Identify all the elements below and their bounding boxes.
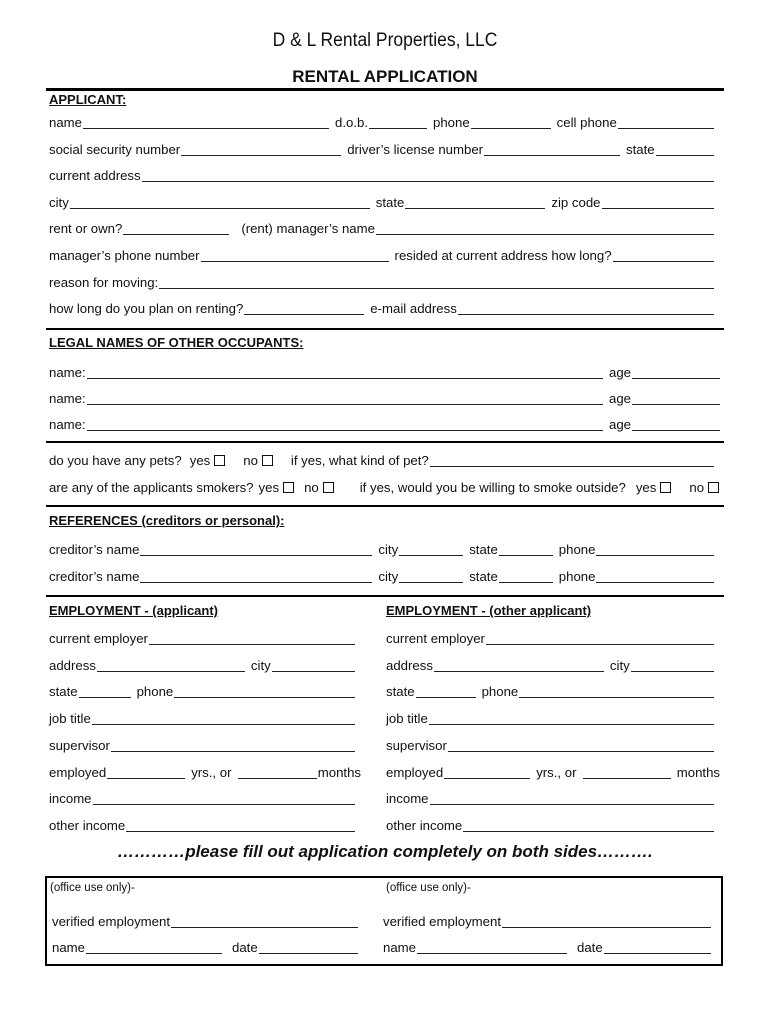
office-right-name-label: name [383, 940, 416, 955]
outside-no-label: no [689, 480, 705, 495]
emp-a-employer-field[interactable] [149, 630, 355, 645]
emp-b-city-label: city [609, 658, 630, 673]
employment-applicant-heading: EMPLOYMENT - (applicant) [49, 603, 218, 618]
emp-a-months-label: months [317, 765, 361, 780]
phone-label: phone [433, 115, 470, 130]
emp-a-employed-row [49, 762, 361, 781]
applicant-row-name [49, 112, 720, 131]
creditor-city-label: city [378, 569, 399, 584]
emp-b-employer-field[interactable] [486, 630, 714, 645]
emp-b-city-field[interactable] [631, 657, 714, 672]
emp-a-job-row [49, 708, 361, 727]
emp-b-employed-row [386, 762, 720, 781]
current-address-field[interactable] [142, 167, 714, 182]
emp-a-employer-row [49, 628, 361, 647]
emp-a-employed-label: employed [49, 765, 107, 780]
outside-yes-label: yes [635, 480, 657, 495]
emp-b-state-row [386, 681, 720, 700]
office-right-date-label: date [577, 940, 603, 955]
emp-b-supervisor-row [386, 735, 720, 754]
emp-b-job-field[interactable] [429, 710, 714, 725]
emp-b-job-row [386, 708, 720, 727]
current-address-label: current address [49, 168, 141, 183]
creditor-name-label: creditor’s name [49, 569, 140, 584]
emp-b-other-income-label: other income [386, 818, 463, 833]
office-use-label-right: (office use only)- [386, 882, 471, 894]
ssn-field[interactable] [181, 141, 341, 156]
dob-field[interactable] [369, 114, 427, 129]
emp-b-address-row [386, 655, 720, 674]
emp-b-other-income-field[interactable] [463, 817, 714, 832]
creditor-city-field[interactable] [399, 541, 463, 556]
office-left-date-label: date [232, 940, 258, 955]
outside-yes-checkbox[interactable] [660, 482, 671, 493]
emp-a-months-field[interactable] [238, 764, 316, 779]
section-rule-employment [46, 595, 724, 597]
zip-label: zip code [551, 195, 601, 210]
pets-yes-checkbox[interactable] [214, 455, 225, 466]
resided-field[interactable] [613, 247, 714, 262]
emp-a-address-field[interactable] [97, 657, 245, 672]
occupants-heading: LEGAL NAMES OF OTHER OCCUPANTS: [49, 335, 304, 350]
office-left-verified-row [52, 911, 364, 930]
emp-a-years-field[interactable] [107, 764, 185, 779]
pets-no-label: no [243, 453, 258, 468]
cell-phone-label: cell phone [556, 115, 617, 130]
applicant-row-manager-phone [49, 245, 720, 264]
emp-a-state-label: state [49, 684, 78, 699]
resided-label: resided at current address how long? [394, 248, 612, 263]
applicant-row-address [49, 165, 720, 184]
creditor-phone-label: phone [558, 569, 596, 584]
name-field[interactable] [83, 114, 329, 129]
pets-no-checkbox[interactable] [262, 455, 273, 466]
occupant-row-3 [49, 414, 720, 433]
manager-phone-field[interactable] [201, 247, 389, 262]
emp-b-address-field[interactable] [434, 657, 604, 672]
name-label: name [49, 115, 82, 130]
office-left-name-field[interactable] [86, 939, 222, 954]
applicant-row-reason [49, 272, 720, 291]
emp-b-employed-label: employed [386, 765, 444, 780]
emp-b-phone-label: phone [481, 684, 519, 699]
creditor-phone-field[interactable] [596, 541, 714, 556]
creditor-name-label: creditor’s name [49, 542, 140, 557]
creditor-state-label: state [469, 542, 498, 557]
creditor-city-field[interactable] [399, 568, 463, 583]
emp-b-months-field[interactable] [583, 764, 670, 779]
reference-row-1 [49, 539, 720, 558]
occupant-age-label: age [608, 391, 631, 406]
reason-field[interactable] [159, 274, 714, 289]
completion-note: …………please fill out application completely on both sides………. [117, 842, 653, 861]
creditor-phone-field[interactable] [596, 568, 714, 583]
phone-field[interactable] [471, 114, 551, 129]
section-rule-occupants [46, 328, 724, 330]
emp-b-income-label: income [386, 791, 429, 806]
emp-b-state-field[interactable] [416, 683, 476, 698]
emp-b-other-income-row [386, 815, 720, 834]
dob-label: d.o.b. [335, 115, 368, 130]
emp-a-phone-field[interactable] [174, 683, 355, 698]
emp-b-state-label: state [386, 684, 415, 699]
creditor-state-field[interactable] [499, 541, 553, 556]
applicant-row-ssn [49, 139, 720, 158]
emp-a-income-field[interactable] [93, 790, 355, 805]
emp-b-address-label: address [386, 658, 433, 673]
emp-a-other-income-label: other income [49, 818, 126, 833]
smokers-row [49, 477, 720, 496]
office-right-name-field[interactable] [417, 939, 567, 954]
license-state-field[interactable] [656, 141, 714, 156]
creditor-state-field[interactable] [499, 568, 553, 583]
emp-a-address-row [49, 655, 361, 674]
occupant-name-field[interactable] [87, 364, 603, 379]
occupant-row-2 [49, 388, 720, 407]
cell-phone-field[interactable] [618, 114, 714, 129]
office-right-name-row [383, 937, 717, 956]
creditor-name-field[interactable] [140, 568, 372, 583]
rent-manager-field[interactable] [376, 220, 714, 235]
office-use-box [45, 876, 723, 966]
plan-renting-label: how long do you plan on renting? [49, 301, 244, 316]
pets-question: do you have any pets? [49, 453, 182, 468]
emp-a-state-field[interactable] [79, 683, 131, 698]
applicant-row-renting [49, 298, 720, 317]
occupant-name-field[interactable] [87, 416, 603, 431]
pet-kind-field[interactable] [430, 452, 714, 467]
state-field[interactable] [405, 194, 545, 209]
office-right-verified-field[interactable] [502, 913, 711, 928]
office-right-verified-row [383, 911, 717, 930]
office-right-date-field[interactable] [604, 939, 711, 954]
title-rule [46, 88, 724, 91]
zip-field[interactable] [602, 194, 715, 209]
smokers-yes-label: yes [258, 480, 280, 495]
occupant-name-field[interactable] [87, 390, 603, 405]
emp-b-supervisor-label: supervisor [386, 738, 447, 753]
section-rule-pets [46, 441, 724, 443]
emp-a-job-field[interactable] [92, 710, 355, 725]
smoke-outside-question: if yes, would you be willing to smoke outside? [359, 480, 626, 495]
applicant-row-city [49, 192, 720, 211]
occupant-name-label: name: [49, 391, 86, 406]
creditor-phone-label: phone [558, 542, 596, 557]
creditor-name-field[interactable] [140, 541, 372, 556]
rent-or-own-field[interactable] [123, 220, 229, 235]
emp-b-phone-field[interactable] [519, 683, 714, 698]
smokers-no-checkbox[interactable] [323, 482, 334, 493]
form-title: RENTAL APPLICATION [292, 67, 478, 86]
emp-b-income-field[interactable] [430, 790, 714, 805]
emp-a-city-label: city [250, 658, 271, 673]
emp-a-city-field[interactable] [272, 657, 355, 672]
rent-manager-label: (rent) manager’s name [241, 221, 375, 236]
pets-yes-label: yes [189, 453, 211, 468]
emp-b-job-label: job title [386, 711, 428, 726]
city-label: city [49, 195, 69, 210]
emp-a-income-row [49, 788, 361, 807]
occupant-age-label: age [608, 365, 631, 380]
office-left-date-field[interactable] [259, 939, 358, 954]
occupant-age-field[interactable] [632, 416, 720, 431]
occupant-name-label: name: [49, 417, 86, 432]
office-left-verified-label: verified employment [52, 914, 171, 929]
applicant-row-rent [49, 218, 720, 237]
office-use-label-left: (office use only)- [50, 882, 135, 894]
pet-kind-label: if yes, what kind of pet? [290, 453, 429, 468]
company-name: D & L Rental Properties, LLC [272, 30, 498, 51]
drivers-license-label: driver’s license number [347, 142, 484, 157]
emp-b-supervisor-field[interactable] [448, 737, 714, 752]
city-field[interactable] [70, 194, 370, 209]
reference-row-2 [49, 566, 720, 585]
email-field[interactable] [458, 300, 714, 315]
emp-b-yrs-label: yrs., or [536, 765, 577, 780]
smokers-question: are any of the applicants smokers? [49, 480, 254, 495]
office-left-name-row [52, 937, 364, 956]
emp-b-months-label: months [676, 765, 720, 780]
rent-or-own-label: rent or own? [49, 221, 123, 236]
emp-a-other-income-row [49, 815, 361, 834]
emp-a-job-label: job title [49, 711, 91, 726]
plan-renting-field[interactable] [244, 300, 364, 315]
emp-a-supervisor-row [49, 735, 361, 754]
manager-phone-label: manager’s phone number [49, 248, 200, 263]
pets-row [49, 450, 720, 469]
office-left-name-label: name [52, 940, 85, 955]
emp-b-employer-label: current employer [386, 631, 485, 646]
occupant-row-1 [49, 362, 720, 381]
smokers-no-label: no [304, 480, 319, 495]
creditor-city-label: city [378, 542, 399, 557]
applicant-heading: APPLICANT: [49, 92, 127, 107]
occupant-age-label: age [608, 417, 631, 432]
state-label: state [375, 195, 405, 210]
office-right-verified-label: verified employment [383, 914, 502, 929]
emp-a-phone-label: phone [136, 684, 174, 699]
references-heading: REFERENCES (creditors or personal): [49, 513, 285, 528]
office-left-verified-field[interactable] [171, 913, 358, 928]
emp-a-address-label: address [49, 658, 96, 673]
smokers-yes-checkbox[interactable] [283, 482, 294, 493]
emp-a-state-row [49, 681, 361, 700]
occupant-age-field[interactable] [632, 364, 720, 379]
emp-a-income-label: income [49, 791, 92, 806]
license-state-label: state [626, 142, 655, 157]
section-rule-references [46, 505, 724, 507]
emp-b-income-row [386, 788, 720, 807]
outside-no-checkbox[interactable] [708, 482, 719, 493]
ssn-label: social security number [49, 142, 181, 157]
employment-other-heading: EMPLOYMENT - (other applicant) [386, 603, 592, 618]
occupant-name-label: name: [49, 365, 86, 380]
occupant-age-field[interactable] [632, 390, 720, 405]
emp-a-supervisor-field[interactable] [111, 737, 355, 752]
emp-a-yrs-label: yrs., or [191, 765, 232, 780]
reason-label: reason for moving: [49, 275, 159, 290]
emp-b-employer-row [386, 628, 720, 647]
creditor-state-label: state [469, 569, 498, 584]
drivers-license-field[interactable] [484, 141, 620, 156]
emp-b-years-field[interactable] [444, 764, 530, 779]
emp-a-other-income-field[interactable] [126, 817, 355, 832]
email-label: e-mail address [370, 301, 457, 316]
emp-a-employer-label: current employer [49, 631, 148, 646]
emp-a-supervisor-label: supervisor [49, 738, 110, 753]
